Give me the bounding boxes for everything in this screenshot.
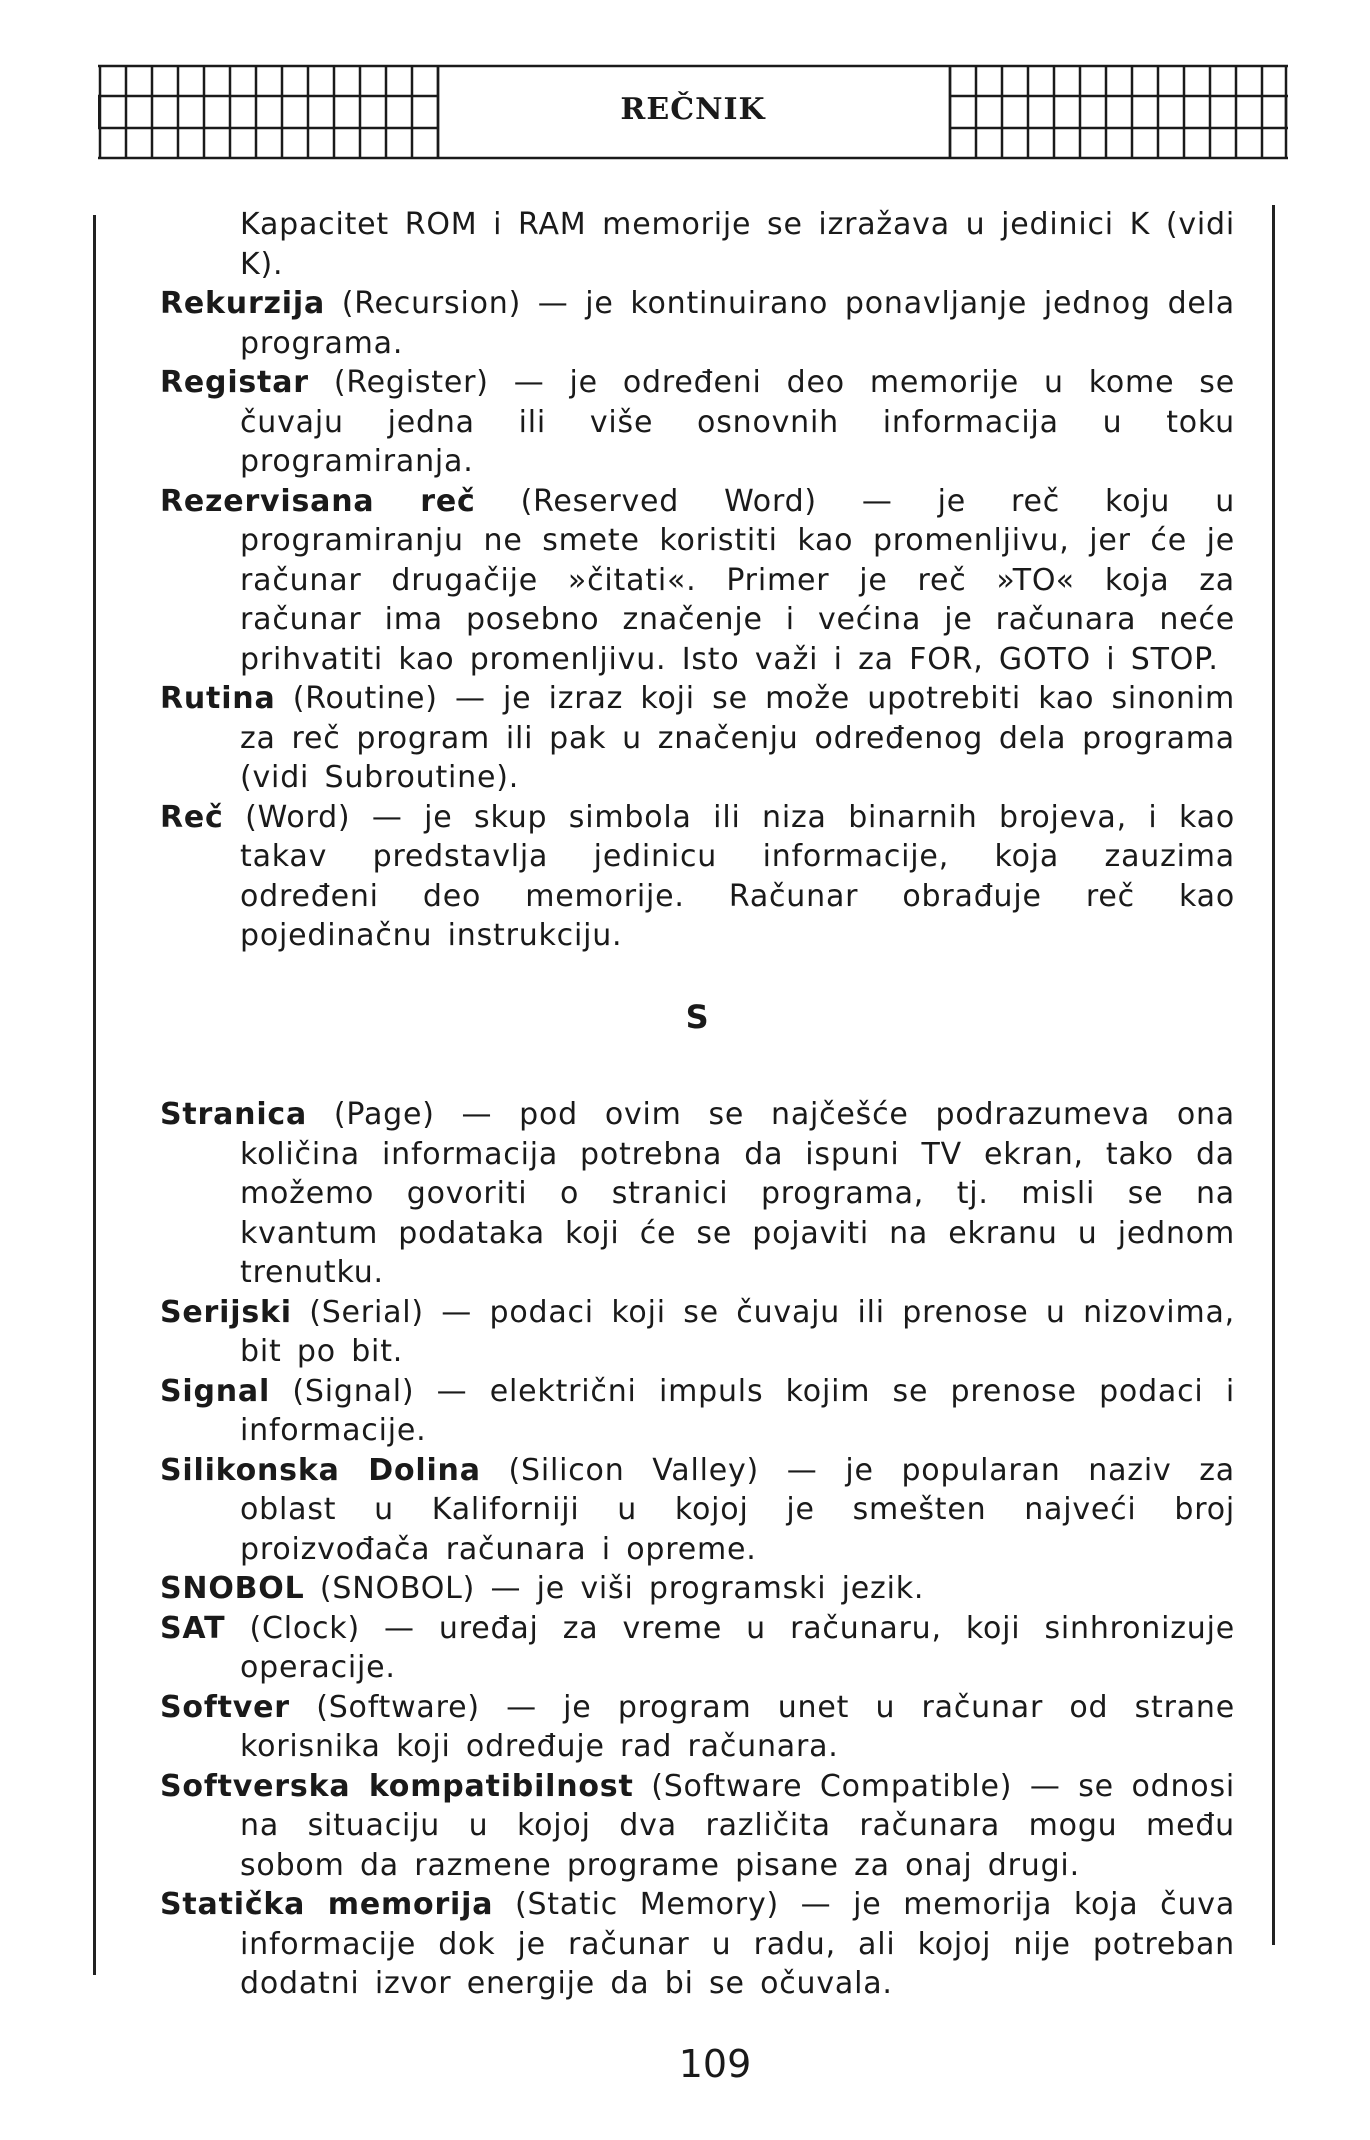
entry-definition: (Routine) — je izraz koji se može upotrebiti kao sinonim za reč program ili pak u značenju određenog dela programa (vidi Subroutine). bbox=[240, 681, 1235, 795]
entry-definition: (SNOBOL) — je viši programski jezik. bbox=[319, 1571, 925, 1606]
page-header bbox=[98, 52, 1288, 167]
dictionary-entry bbox=[160, 1451, 1235, 1570]
dictionary-entry bbox=[160, 798, 1235, 956]
entry-term: Softver bbox=[160, 1689, 290, 1725]
entry-term: Rutina bbox=[160, 681, 276, 716]
entry-term: SNOBOL bbox=[160, 1571, 305, 1606]
entry-term: Serijski bbox=[160, 1294, 292, 1330]
entry-term: Rezervisana reč bbox=[160, 483, 476, 519]
entry-term: SAT bbox=[160, 1610, 226, 1646]
entry-definition: (Software) — je program unet u računar od strane korisnika koji određuje rad računara. bbox=[240, 1689, 1235, 1764]
entry-definition: (Register) — je određeni deo memorije u kome se čuvaju jedna ili više osnovnih informacija u toku programiranja. bbox=[240, 365, 1235, 479]
entry-definition: (Static Memory) — je memorija koja čuva informacije dok je računar u radu, ali kojoj nije potreban dodatni izvor energije da bi se očuvala. bbox=[240, 1887, 1236, 2001]
dictionary-entry bbox=[160, 1293, 1235, 1372]
dictionary-entry bbox=[160, 1767, 1235, 1886]
dictionary-entry bbox=[160, 284, 1235, 363]
intro-text: Kapacitet ROM i RAM memorije se izražava u jedinici K (vidi K). bbox=[240, 207, 1235, 282]
entry-term: Reč bbox=[160, 799, 224, 835]
entries-r-list bbox=[160, 284, 1235, 956]
entry-term: Stranica bbox=[160, 1097, 308, 1132]
page-number: 109 bbox=[678, 2042, 752, 2086]
entry-definition: (Software Compatible) — se odnosi na situaciju u kojoj dva različita računara mogu među sobom da razmene programe pisane za onaj drugi. bbox=[240, 1768, 1236, 1883]
left-margin-rule bbox=[93, 215, 96, 1975]
entry-definition: (Silicon Valley) — je popularan naziv za oblast u Kaliforniji u kojoj je smešten najveći broj proizvođača računara i opreme. bbox=[240, 1452, 1235, 1567]
entry-term: Signal bbox=[160, 1373, 271, 1409]
entry-definition: (Reserved Word) — je reč koju u programiranju ne smete koristiti kao promenljivu, jer će je računar drugačije »čitati«. Primer je reč »TO« koja za računar ima posebno značenje i većina je računara neće prihvatiti kao promenljivu. Isto važi i za FOR, GOTO i STOP. bbox=[240, 483, 1236, 677]
dictionary-entry bbox=[160, 679, 1235, 798]
right-margin-rule bbox=[1272, 205, 1275, 1945]
entry-definition: (Serial) — podaci koji se čuvaju ili prenose u nizovima, bit po bit. bbox=[240, 1294, 1235, 1369]
entry-definition: (Word) — je skup simbola ili niza binarnih brojeva, i kao takav predstavlja jedinicu informacije, koja zauzima određeni deo memorije. Računar obrađuje reč kao pojedinačnu instrukciju. bbox=[240, 799, 1235, 953]
entry-term: Registar bbox=[160, 365, 309, 400]
entry-definition: (Page) — pod ovim se najčešće podrazumeva ona količina informacija potrebna da ispuni TV ekran, tako da možemo govoriti o stranici programa, tj. misli se na kvantum podataka koji će se pojaviti na ekranu u jednom trenutku. bbox=[240, 1097, 1235, 1290]
dictionary-entry bbox=[160, 482, 1235, 680]
entry-definition: (Signal) — električni impuls kojim se prenose podaci i informacije. bbox=[240, 1373, 1235, 1448]
dictionary-entry bbox=[160, 1885, 1235, 2004]
dictionary-entry bbox=[160, 1372, 1235, 1451]
entry-definition: (Clock) — uređaj za vreme u računaru, koji sinhronizuje operacije. bbox=[240, 1610, 1236, 1685]
header-title: REČNIK bbox=[620, 92, 766, 127]
dictionary-entry bbox=[160, 1609, 1235, 1688]
entry-term: Softverska kompatibilnost bbox=[160, 1768, 634, 1804]
entry-term: Rekurzija bbox=[160, 286, 326, 321]
entry-term: Silikonska Dolina bbox=[160, 1452, 481, 1488]
dictionary-entry bbox=[160, 1688, 1235, 1767]
dictionary-entry bbox=[160, 363, 1235, 482]
dictionary-entry bbox=[160, 1569, 1235, 1609]
dictionary-entry bbox=[160, 1095, 1235, 1293]
entries-s-list bbox=[160, 1095, 1235, 2004]
entry-definition: (Recursion) — je kontinuirano ponavljanje jednog dela programa. bbox=[240, 286, 1235, 361]
dictionary-content bbox=[160, 205, 1235, 2004]
entry-term: Statička memorija bbox=[160, 1887, 494, 1922]
section-letter: S bbox=[685, 997, 710, 1036]
